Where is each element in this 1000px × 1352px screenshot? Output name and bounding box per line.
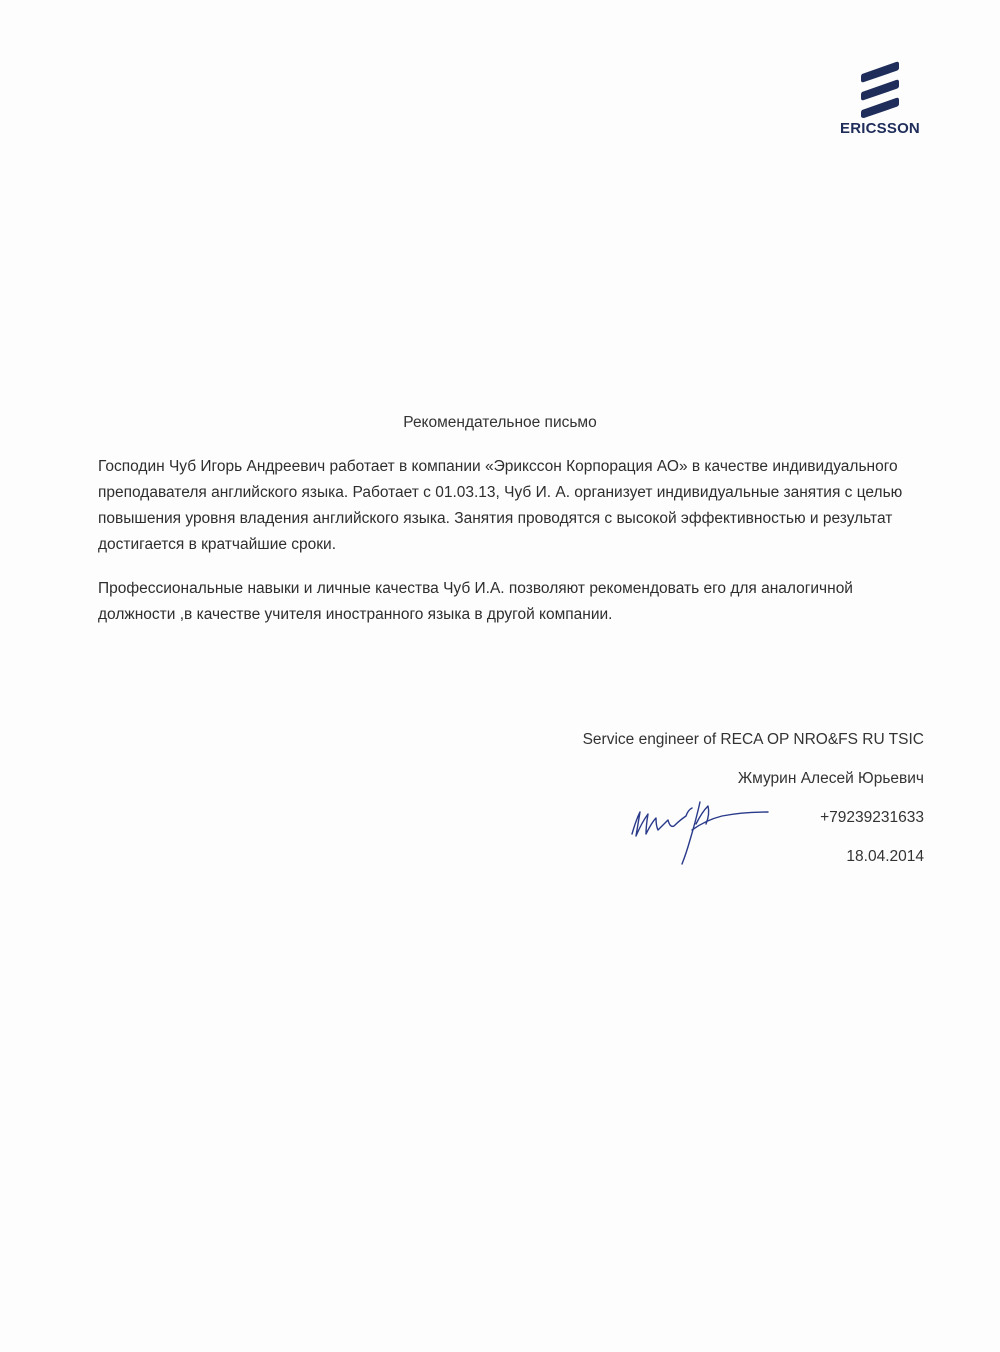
logo-wordmark: ERICSSON xyxy=(840,120,920,137)
letter-title: Рекомендательное письмо xyxy=(403,414,597,431)
body-paragraph-1: Господин Чуб Игорь Андреевич работает в компании «Эрикссон Корпорация АО» в качестве индивидуального преподавателя английского языка. Работает с 01.03.13, Чуб И. А. организует индивидуальные занятия с целью повышения уровня владения английского языка. Занятия проводятся с высокой эффективностью и результат достигается в кратчайшие сроки. xyxy=(98,458,903,553)
handwritten-signature xyxy=(626,790,776,868)
signer-position: Service engineer of RECA OP NRO&FS RU TSIC xyxy=(582,731,924,748)
signer-name: Жмурин Алесей Юрьевич xyxy=(737,770,924,787)
body-paragraph-2: Профессиональные навыки и личные качества Чуб И.А. позволяют рекомендовать его для аналогичной должности ,в качестве учителя иностранного языка в другой компании. xyxy=(98,580,853,623)
letter-date: 18.04.2014 xyxy=(846,848,924,865)
ericsson-logo-icon xyxy=(858,60,902,118)
ericsson-logo xyxy=(834,60,930,137)
signer-phone: +79239231633 xyxy=(820,809,924,826)
